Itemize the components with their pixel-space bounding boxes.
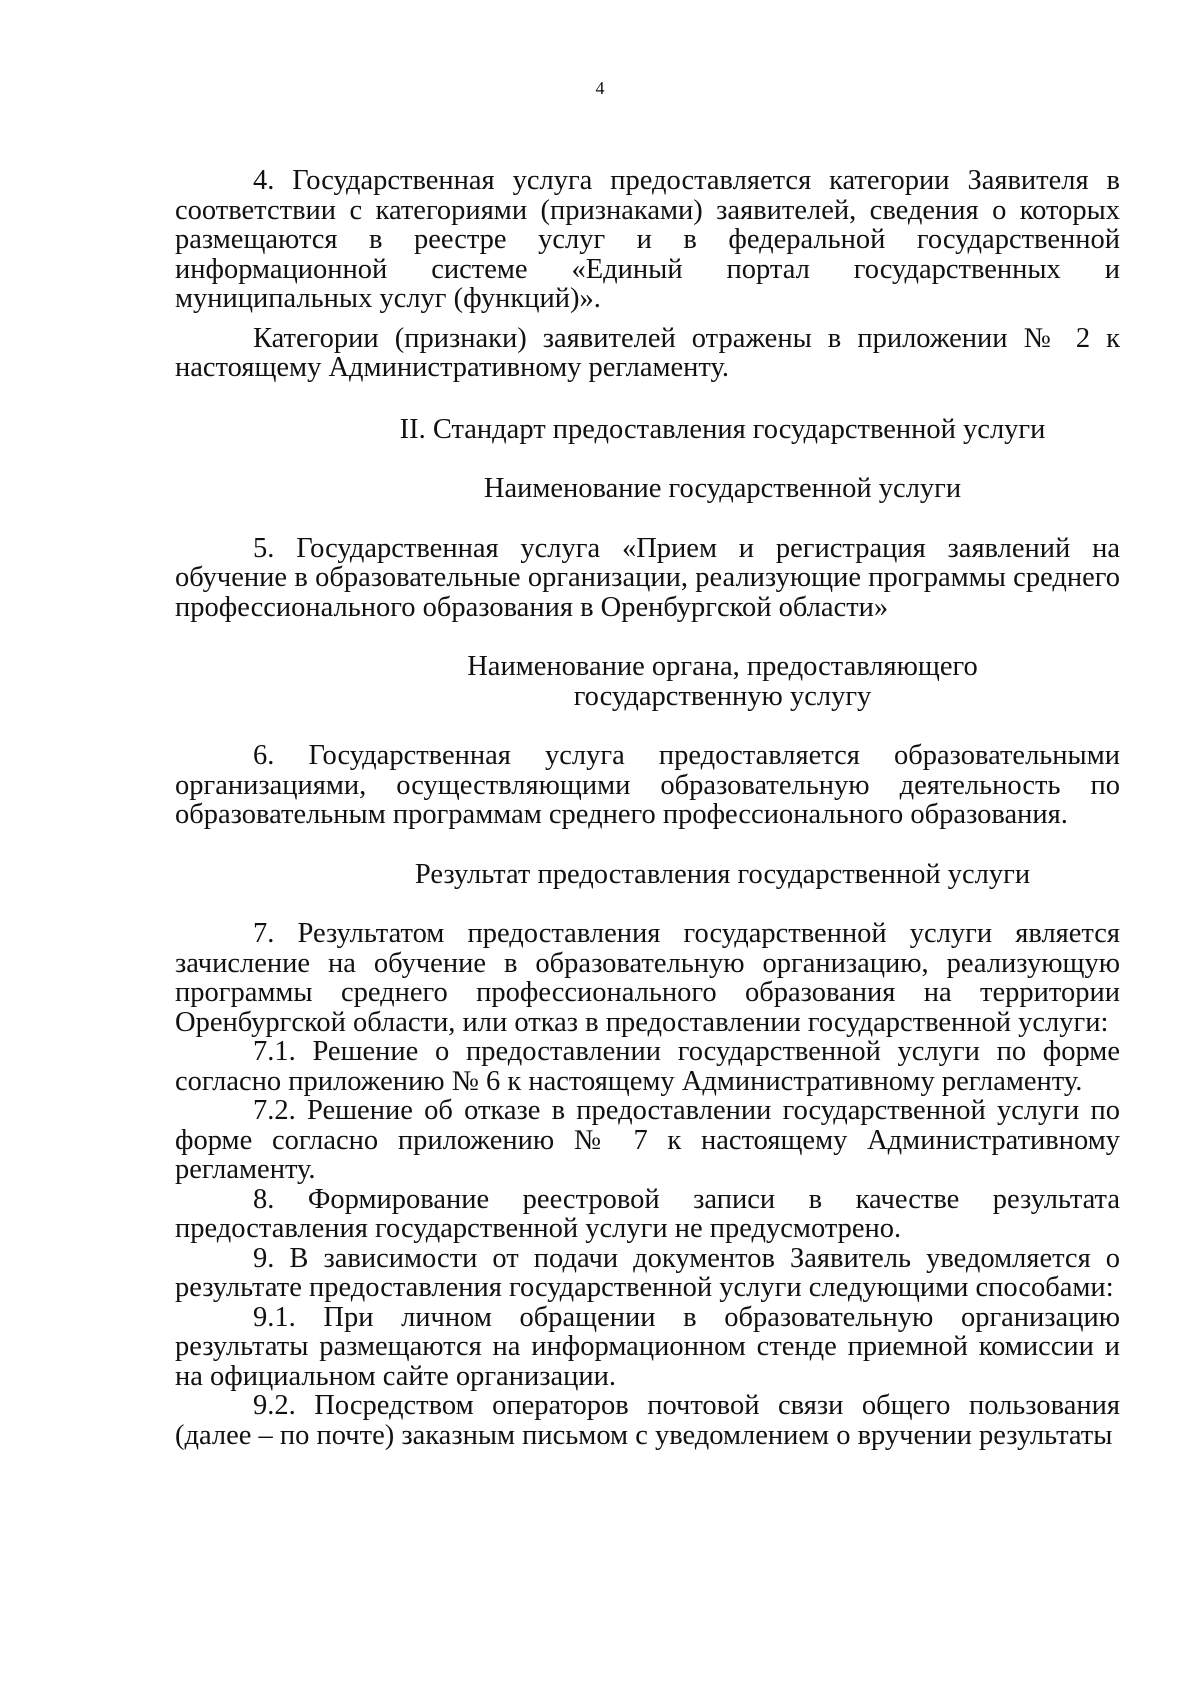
paragraph-9-2: 9.2. Посредством операторов почтовой связи общего пользования (далее – по почте) заказным письмом с уведомлением о вручении результаты xyxy=(175,1390,1120,1451)
paragraph-7-1: 7.1. Решение о предоставлении государственной услуги по форме согласно приложению № 6 к настоящему Административному регламенту. xyxy=(175,1036,1120,1097)
paragraph-9-1: 9.1. При личном обращении в образовательную организацию результаты размещаются на информационном стенде приемной комиссии и на официальном сайте организации. xyxy=(175,1301,1120,1392)
paragraph-8: 8. Формирование реестровой записи в качестве результата предоставления государственной услуги не предусмотрено. xyxy=(175,1183,1120,1244)
paragraph-7-2: 7.2. Решение об отказе в предоставлении государственной услуги по форме согласно приложению № 7 к настоящему Административному регламенту. xyxy=(175,1095,1120,1185)
subheading-authority-line1: Наименование органа, предоставляющего xyxy=(467,651,978,682)
paragraph-4: 4. Государственная услуга предоставляется категории Заявителя в соответствии с категориями (признаками) заявителей, сведения о которых размещаются в реестре услуг и в федеральной государственной информационной системе «Единый портал государственных и муниципальных услуг (функций)». xyxy=(175,165,1120,314)
document-body xyxy=(175,166,1120,1450)
subheading-service-name: Наименование государственной услуги xyxy=(483,473,962,504)
page-number: 4 xyxy=(595,78,605,98)
subheading-result: Результат предоставления государственной услуги xyxy=(414,858,1031,890)
subheading-authority xyxy=(175,652,1120,711)
subheading-authority-line2: государственную услугу xyxy=(573,680,872,712)
paragraph-9: 9. В зависимости от подачи документов Заявитель уведомляется о результате предоставления государственной услуги следующими способами: xyxy=(175,1242,1120,1303)
paragraph-5: 5. Государственная услуга «Прием и регистрация заявлений на обучение в образовательные организации, реализующие программы среднего профессионального образования в Оренбургской области» xyxy=(175,532,1120,623)
paragraph-7: 7. Результатом предоставления государственной услуги является зачисление на обучение в образовательную организацию, реализующую программы среднего профессионального образования на территории Оренбургской области, или отказ в предоставлении государственной услуги: xyxy=(175,918,1120,1038)
paragraph-6: 6. Государственная услуга предоставляется образовательными организациями, осуществляющими образовательную деятельность по образовательным программам среднего профессионального образования. xyxy=(175,740,1120,830)
paragraph-4-categories: Категории (признаки) заявителей отражены в приложении № 2 к настоящему Административному регламенту. xyxy=(175,322,1120,383)
section-heading-standard: II. Стандарт предоставления государственной услуги xyxy=(399,413,1046,445)
